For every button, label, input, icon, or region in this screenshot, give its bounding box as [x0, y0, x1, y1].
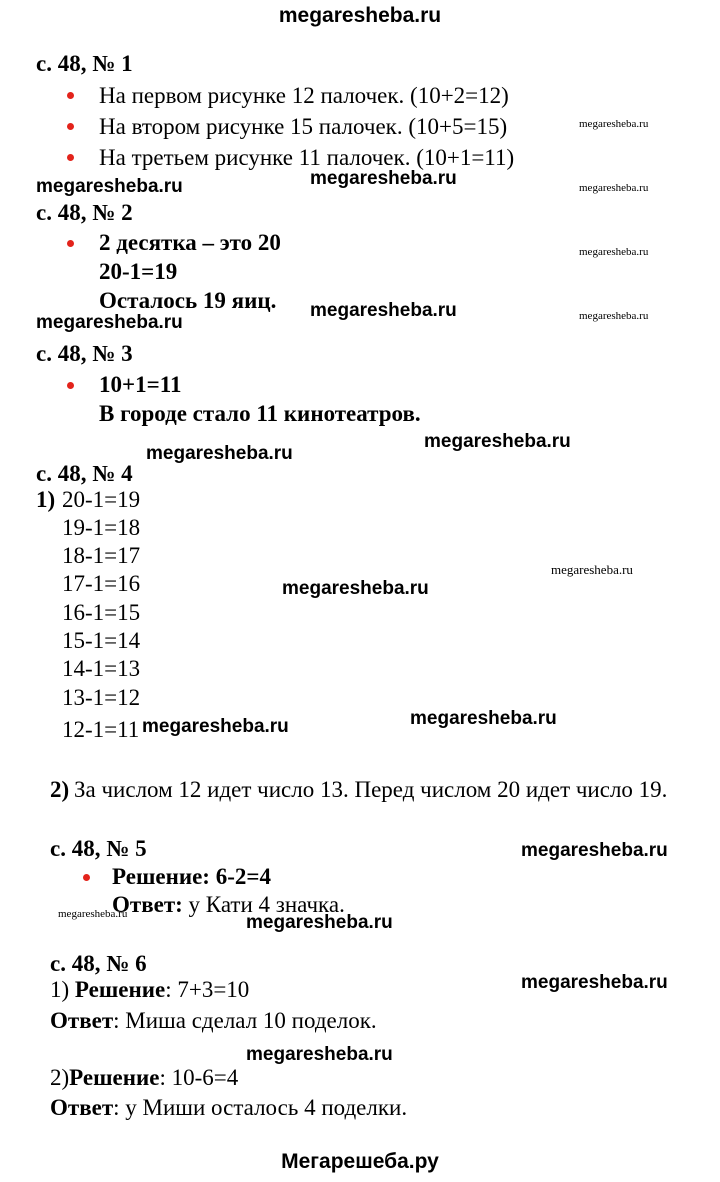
section-2-heading: с. 48, № 2 [36, 200, 133, 225]
watermark: megaresheba.ru [146, 443, 293, 464]
footer-site-title: Мегарешеба.ру [281, 1150, 439, 1173]
section-5-heading: с. 48, № 5 [50, 836, 147, 861]
watermark: megaresheba.ru [579, 246, 649, 258]
answer-label: Ответ: [112, 892, 183, 917]
answer-label: Ответ [50, 1095, 114, 1120]
equation: 17-1=16 [62, 571, 141, 596]
bullet-icon [83, 874, 90, 881]
solution-label: Решение [69, 1065, 160, 1090]
section-6-part2-answer [50, 1094, 407, 1122]
watermark: megaresheba.ru [579, 310, 649, 322]
watermark: megaresheba.ru [36, 312, 183, 333]
section-6-part1-answer [50, 1007, 377, 1035]
watermark: megaresheba.ru [410, 708, 557, 729]
equation: 13-1=12 [62, 685, 141, 710]
equation: 15-1=14 [62, 628, 141, 653]
watermark: megaresheba.ru [579, 118, 649, 130]
watermark: megaresheba.ru [58, 908, 128, 920]
equation: 19-1=18 [62, 515, 141, 540]
solution-text: : 7+3=10 [165, 977, 250, 1002]
equation: 16-1=15 [62, 600, 141, 625]
equation: 20-1=19 [62, 487, 141, 512]
solution-text: : 10-6=4 [159, 1065, 239, 1090]
watermark: megaresheba.ru [246, 1044, 393, 1065]
watermark: megaresheba.ru [282, 578, 429, 599]
watermark: megaresheba.ru [36, 176, 183, 197]
answer-text: : у Миши осталось 4 поделки. [113, 1095, 408, 1120]
section-3-line: 10+1=11 [99, 372, 182, 397]
watermark: megaresheba.ru [424, 431, 571, 452]
watermark: megaresheba.ru [246, 912, 393, 933]
bullet-icon [67, 382, 74, 389]
section-2-line: Осталось 19 яиц. [99, 288, 277, 313]
section-6-part1-solution [50, 976, 249, 1004]
section-2-line: 20-1=19 [99, 259, 178, 284]
equation: 18-1=17 [62, 543, 141, 568]
bullet-icon [67, 240, 74, 247]
section-6-part2-solution [50, 1064, 238, 1092]
watermark: megaresheba.ru [310, 300, 457, 321]
section-3-line: В городе стало 11 кинотеатров. [99, 401, 421, 426]
watermark: megaresheba.ru [579, 182, 649, 194]
watermark: megaresheba.ru [521, 840, 668, 861]
section-1-item: На третьем рисунке 11 палочек. (10+1=11) [99, 145, 515, 170]
watermark: megaresheba.ru [551, 562, 633, 577]
answer-text: : Миша сделал 10 поделок. [113, 1008, 377, 1033]
section-3-heading: с. 48, № 3 [36, 341, 133, 366]
section-5-solution: Решение: 6-2=4 [112, 864, 271, 889]
section-1-item: На первом рисунке 12 палочек. (10+2=12) [99, 83, 509, 108]
section-2-line: 2 десятка – это 20 [99, 230, 281, 255]
section-4-part1-label: 1) [36, 487, 56, 512]
part-number: 1) [50, 977, 75, 1002]
section-4-part2-text: За числом 12 идет число 13. Перед числом 20 идет число 19. [74, 777, 668, 802]
section-4-heading: с. 48, № 4 [36, 461, 133, 486]
bullet-icon [67, 154, 74, 161]
section-1-item: На втором рисунке 15 палочек. (10+5=15) [99, 114, 508, 139]
bullet-icon [67, 92, 74, 99]
equation: 12-1=11 [62, 717, 140, 742]
watermark: megaresheba.ru [310, 168, 457, 189]
section-6-heading: с. 48, № 6 [50, 951, 147, 976]
bullet-icon [67, 123, 74, 130]
watermark: megaresheba.ru [142, 716, 289, 737]
answer-text: у Кати 4 значка. [182, 892, 345, 917]
equation: 14-1=13 [62, 656, 141, 681]
solution-label: Решение [74, 977, 166, 1002]
watermark: megaresheba.ru [521, 972, 668, 993]
section-1-heading: с. 48, № 1 [36, 51, 133, 76]
section-4-part2-label: 2) [50, 777, 70, 802]
answer-label: Ответ [50, 1008, 114, 1033]
part-number: 2) [50, 1065, 70, 1090]
header-site-title: megaresheba.ru [278, 4, 442, 27]
